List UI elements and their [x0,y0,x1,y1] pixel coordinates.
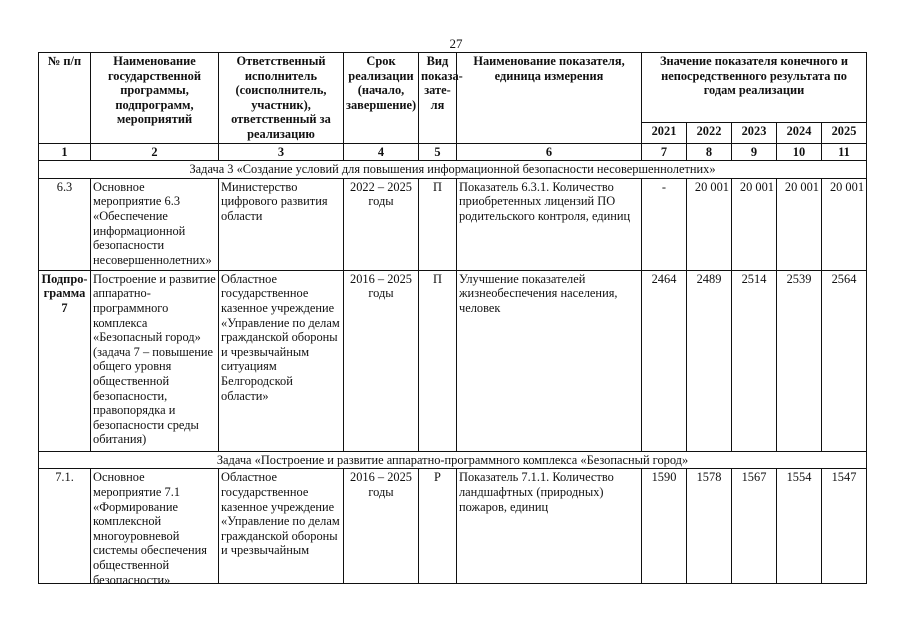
value-cell: 1590 [642,469,687,584]
row-type: П [419,270,457,451]
row-term: 2016 – 2025 годы [344,469,419,584]
value-cell: 2539 [777,270,822,451]
value-cell: 20 001 [822,178,867,270]
column-number: 7 [642,143,687,161]
program-table [38,52,867,587]
row-name: Построение и развитие аппаратно-программного комплекса «Безопасный город» (задача 7 – повышение общего уровня общественной безопасности, правопорядка и безопасности среды обитания) [91,270,219,451]
value-cell: 1554 [777,469,822,584]
year-cell: 2022 [687,122,732,143]
row-name: Основное мероприятие 7.1 «Формирование комплексной многоуровневой системы обеспечения общественной безопасности» [91,469,219,584]
value-cell: 2464 [642,270,687,451]
row-executor: Министерство цифрового развития области [219,178,344,270]
task-row [39,451,867,469]
task-city-title: Задача «Построение и развитие аппаратно-программного комплекса «Безопасный город» [39,451,867,469]
column-number: 9 [732,143,777,161]
column-number: 8 [687,143,732,161]
header-name: Наименование государственной программы, подпрограмм, мероприятий [91,53,219,144]
row-indicator: Улучшение показателей жизнеобеспечения населения, человек [457,270,642,451]
value-cell: 2514 [732,270,777,451]
row-term: 2016 – 2025 годы [344,270,419,451]
row-executor: Областное государственное казенное учреждение «Управление по делам гражданской обороны и чрезвычайным [219,469,344,584]
value-cell: - [642,178,687,270]
year-cell: 2025 [822,122,867,143]
value-cell: 1578 [687,469,732,584]
header-num: № п/п [39,53,91,144]
row-term: 2022 – 2025 годы [344,178,419,270]
column-number: 6 [457,143,642,161]
value-cell: 2564 [822,270,867,451]
column-number: 1 [39,143,91,161]
table-row [39,270,867,451]
row-num: 7.1. [39,469,91,584]
header-indicator: Наименование показателя, единица измерения [457,53,642,144]
task-3-title: Задача 3 «Создание условий для повышения информационной безопасности несовершеннолетних» [39,161,867,179]
row-executor: Областное государственное казенное учреждение «Управление по делам гражданской обороны и чрезвычайным ситуациям Белгородской области» [219,270,344,451]
row-num: 6.3 [39,178,91,270]
value-cell: 20 001 [732,178,777,270]
column-number: 4 [344,143,419,161]
task-row [39,161,867,179]
row-indicator: Показатель 6.3.1. Количество приобретенных лицензий ПО родительского контроля, единиц [457,178,642,270]
page-number: 27 [449,36,463,51]
column-number-row [39,143,867,161]
year-cell: 2024 [777,122,822,143]
row-num: Подпро-грамма 7 [39,270,91,451]
header-row [39,53,867,123]
row-type: П [419,178,457,270]
row-type: Р [419,469,457,584]
header-term: Срок реализации (начало, завершение) [344,53,419,144]
table-row [39,469,867,584]
header-type: Вид показа-зате-ля [419,53,457,144]
column-number: 11 [822,143,867,161]
value-cell: 20 001 [687,178,732,270]
column-number: 3 [219,143,344,161]
value-cell: 1567 [732,469,777,584]
row-indicator: Показатель 7.1.1. Количество ландшафтных (природных) пожаров, единиц [457,469,642,584]
column-number: 2 [91,143,219,161]
header-values: Значение показателя конечного и непосредственного результата по годам реализации [642,53,867,123]
value-cell: 20 001 [777,178,822,270]
year-cell: 2023 [732,122,777,143]
row-name: Основное мероприятие 6.3 «Обеспечение информационной безопасности несовершеннолетних» [91,178,219,270]
column-number: 5 [419,143,457,161]
value-cell: 2489 [687,270,732,451]
value-cell: 1547 [822,469,867,584]
header-executor: Ответственный исполнитель (соисполнитель, участник), ответственный за реализацию [219,53,344,144]
column-number: 10 [777,143,822,161]
year-cell: 2021 [642,122,687,143]
table-row [39,178,867,270]
